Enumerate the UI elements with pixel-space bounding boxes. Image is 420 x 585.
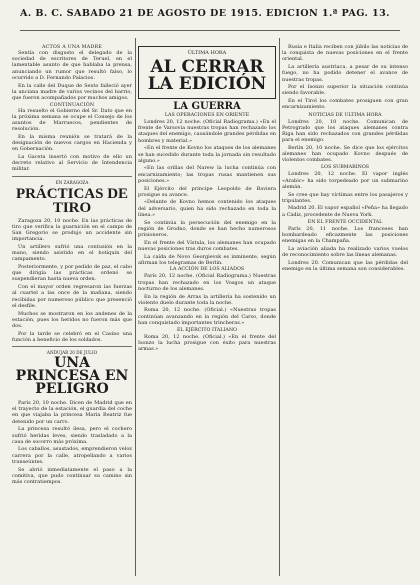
headline-practicas: PRÁCTICAS DE TIRO [15, 185, 129, 216]
header-rule [20, 30, 400, 31]
mid-body-3 [138, 273, 276, 326]
mid-body-4 [138, 334, 276, 353]
right-subheading: EN EL FRENTE OCCIDENTAL [307, 219, 383, 225]
paragraph: Sentía con disgusto el delegado de la sociedad de escritores de Teruel, en el lamentable asunto de que hablaba la prensa, anunciando un rumor que resultó falso, lo ocurrido a D. Fernando Palacios. [12, 50, 132, 81]
section-subheading: EL EJÉRCITO ITALIANO [177, 327, 237, 333]
page-header: A. B. C. SABADO 21 DE AGOSTO DE 1915. EDICION 1.ª PAG. 13. [20, 8, 390, 19]
paragraph: La aviación aliada ha realizado varios vuelos de reconocimiento sobre las líneas alemanas. [282, 245, 408, 259]
paragraph: Con el mayor orden regresaron las fuerzas al cuartel a las once de la mañana, siendo recibidas por numeroso público que presenció el desfile. [12, 284, 132, 309]
section-headline-guerra: LA GUERRA [173, 101, 241, 112]
right-subheading: NOTICIAS DE ULTIMA HORA [308, 112, 382, 118]
breaking-news-box [138, 46, 276, 99]
column-rule [135, 38, 136, 576]
section-body-1 [12, 50, 132, 101]
paragraph: En la calle del Duque de Sexto falleció ayer la anciana madre de varios vecinos del barrio, que fueron acompañados por muchos amigos. [12, 82, 132, 101]
paragraph: Rusia e Italia reciben con júbilo las noticias de la conquista de nuevas posiciones en el frente oriental. [282, 44, 408, 63]
paragraph: En la región de Arras la artillería ha sostenido un violento duelo durante toda la noche. [138, 293, 276, 306]
section-title-3: EN ZARAGOZA [55, 179, 89, 185]
paragraph: Por la tarde se celebró en el Casino una función a beneficio de los soldados. [12, 330, 132, 343]
paragraph: Roma 20, 12 noche. (Oficial.) «En el frente del Isonzo la lucha prosigue con éxito para nuestras armas.» [138, 333, 276, 352]
middle-column [138, 44, 276, 576]
paragraph: En el Tirol los combates prosiguen con gran encarnizamiento. [282, 98, 408, 111]
paragraph: Londres 20, 10 noche. Comunican de Petrogrado que los ataques alemanes contra Riga han sido rechazados con grandes pérdidas para el enemigo. [282, 118, 408, 144]
right-body-2 [282, 119, 408, 164]
paragraph: Londres 20. Comunican que las pérdidas del enemigo en la última semana son considerables. [282, 259, 408, 273]
divider [12, 176, 132, 177]
section-title-4: ANDUJAR 20 DE JULIO [46, 350, 98, 356]
paragraph: En el frente del Vístula, los alemanes han ocupado nuevas posiciones tras duros combates. [138, 239, 276, 252]
paragraph: En la misma reunión se tratará de la designación de nuevos cargos en Hacienda y en Gobernación. [12, 133, 132, 153]
headline-princesa: UNA PRINCESA EN PELIGRO [15, 355, 129, 398]
paragraph: La caída de Novo Georgievsk es inminente, según afirman los telegramas de Berlín. [138, 253, 276, 266]
paragraph: «En el frente de Kovno los ataques de los alemanes se han sucedido durante toda la jornada sin resultado alguno.» [138, 145, 276, 164]
paragraph: Roma 20, 12 noche. (Oficial.) «Nuestras tropas continúan avanzando en la región del Carso, donde han conquistado importantes trincheras.» [138, 307, 276, 326]
paragraph: Zaragoza 20, 10 noche. En las prácticas de tiro que verifica la guarnición en el campo de San Gregorio se produjo un accidente sin importancia. [12, 217, 132, 243]
right-body-4 [282, 226, 408, 272]
paragraph: El Ejército del príncipe Leopoldo de Baviera prosigue su avance. [138, 185, 276, 198]
paragraph: Posteriormente, y por pedido de paz, el cabo que dirigía las prácticas ordenó se suspendieran hasta nueva orden. [12, 264, 132, 283]
paragraph: Muchos se mostraron en los andenes de la estación, pues los heridos no fueron más que dos. [12, 310, 132, 329]
paragraph: París 20, 10 noche. Dicen de Madrid que en el trayecto de la estación, el guardia del coche en que viajaba la princesa María Beatriz fue detenido por un carro. [12, 400, 132, 425]
section-title-1: ACTOS A UNA MADRE [41, 45, 103, 50]
section-subheading: LAS OPERACIONES EN ORIENTE [164, 113, 250, 118]
right-body-3 [282, 171, 408, 217]
paragraph: La princesa resultó ilesa, pero el cochero sufrió heridas leves, siendo trasladado a la casa de socorro más próxima. [12, 426, 132, 445]
section-body-3 [12, 218, 132, 343]
right-column [282, 44, 408, 576]
box-headline: AL CERRAR LA EDICIÓN [147, 57, 267, 94]
paragraph: París 20, 12 noche. (Oficial Radiograma.) Nuestras tropas han rechazado en los Vosgos un ataque nocturno de los alemanes. [138, 273, 276, 292]
paragraph: La Gaceta insertó con motivo de ello un decreto relativo al Servicio de Intendencia militar. [12, 154, 132, 173]
paragraph: Por el Isonzo superior la situación continúa siendo favorable. [282, 84, 408, 97]
paragraph: Un artillero sufrió una contusión en la mano, siendo asistido en el botiquín del campamento. [12, 243, 132, 263]
column-rule [279, 38, 280, 576]
mid-body-2 [138, 220, 276, 266]
paragraph: Se abrió inmediatamente el paso a la comitiva, que pudo continuar su camino sin más contratiempos. [12, 466, 132, 485]
section-subheading: LA ACCIÓN DE LOS ALIADOS [169, 267, 245, 273]
paragraph: Ha resuelto el Gobierno del Sr. Dato que en la próxima semana se ocupe el Consejo de los asuntos de Marruecos, pendientes de resolución. [12, 107, 132, 133]
mid-body-1 [138, 119, 276, 218]
section-body-4 [12, 400, 132, 485]
section-body-2 [12, 108, 132, 173]
paragraph: París 20, 11 noche. Los franceses han bombardeado eficazmente las posiciones enemigas en la Champaña. [282, 225, 408, 245]
paragraph: Se continúa la persecución del enemigo en la región de Grodno, donde se han hecho numerosos prisioneros. [138, 219, 276, 238]
right-subheading: LOS SUBMARINOS [320, 165, 370, 171]
paragraph: Londres 20, 12 noche. El vapor inglés «Arabic» ha sido torpedeado por un submarino alemán. [282, 171, 408, 190]
section-title-2: CONTINUACIÓN [49, 102, 95, 108]
paragraph: Berlín 20, 10 noche. Se dice que los ejércitos alemanes han ocupado Kovno después de violentos combates. [282, 144, 408, 164]
divider [12, 346, 132, 347]
right-body-1 [282, 44, 408, 111]
paragraph: Londres 20, 12 noche. (Oficial Radiograma.) «En el frente de Varsovia nuestras tropas han rechazado los ataques del enemigo, causándole grandes pérdidas en hombres y material.» [138, 119, 276, 144]
paragraph: Madrid 20. El vapor español «Peña» ha llegado a Cádiz, procedente de Nueva York. [282, 205, 408, 218]
paragraph: «Delante de Kovno hemos contenido los ataques del adversario, quien ha sido rechazado en toda la línea.» [138, 199, 276, 218]
paragraph: La artillería austriaca, a pesar de su intenso fuego, no ha podido detener el avance de nuestras tropas. [282, 64, 408, 83]
paragraph: «En las orillas del Narew la lucha continúa con encarnizamiento; las tropas rusas mantienen sus posiciones.» [138, 165, 276, 184]
box-kicker: ÚLTIMA HORA [187, 50, 227, 56]
paragraph: Se cree que hay víctimas entre los pasajeros y tripulantes. [282, 191, 408, 204]
paragraph: Los caballos, asustados, emprendieron veloz carrera por la calle, atropellando a varios transeúntes. [12, 446, 132, 465]
left-column [12, 44, 132, 576]
